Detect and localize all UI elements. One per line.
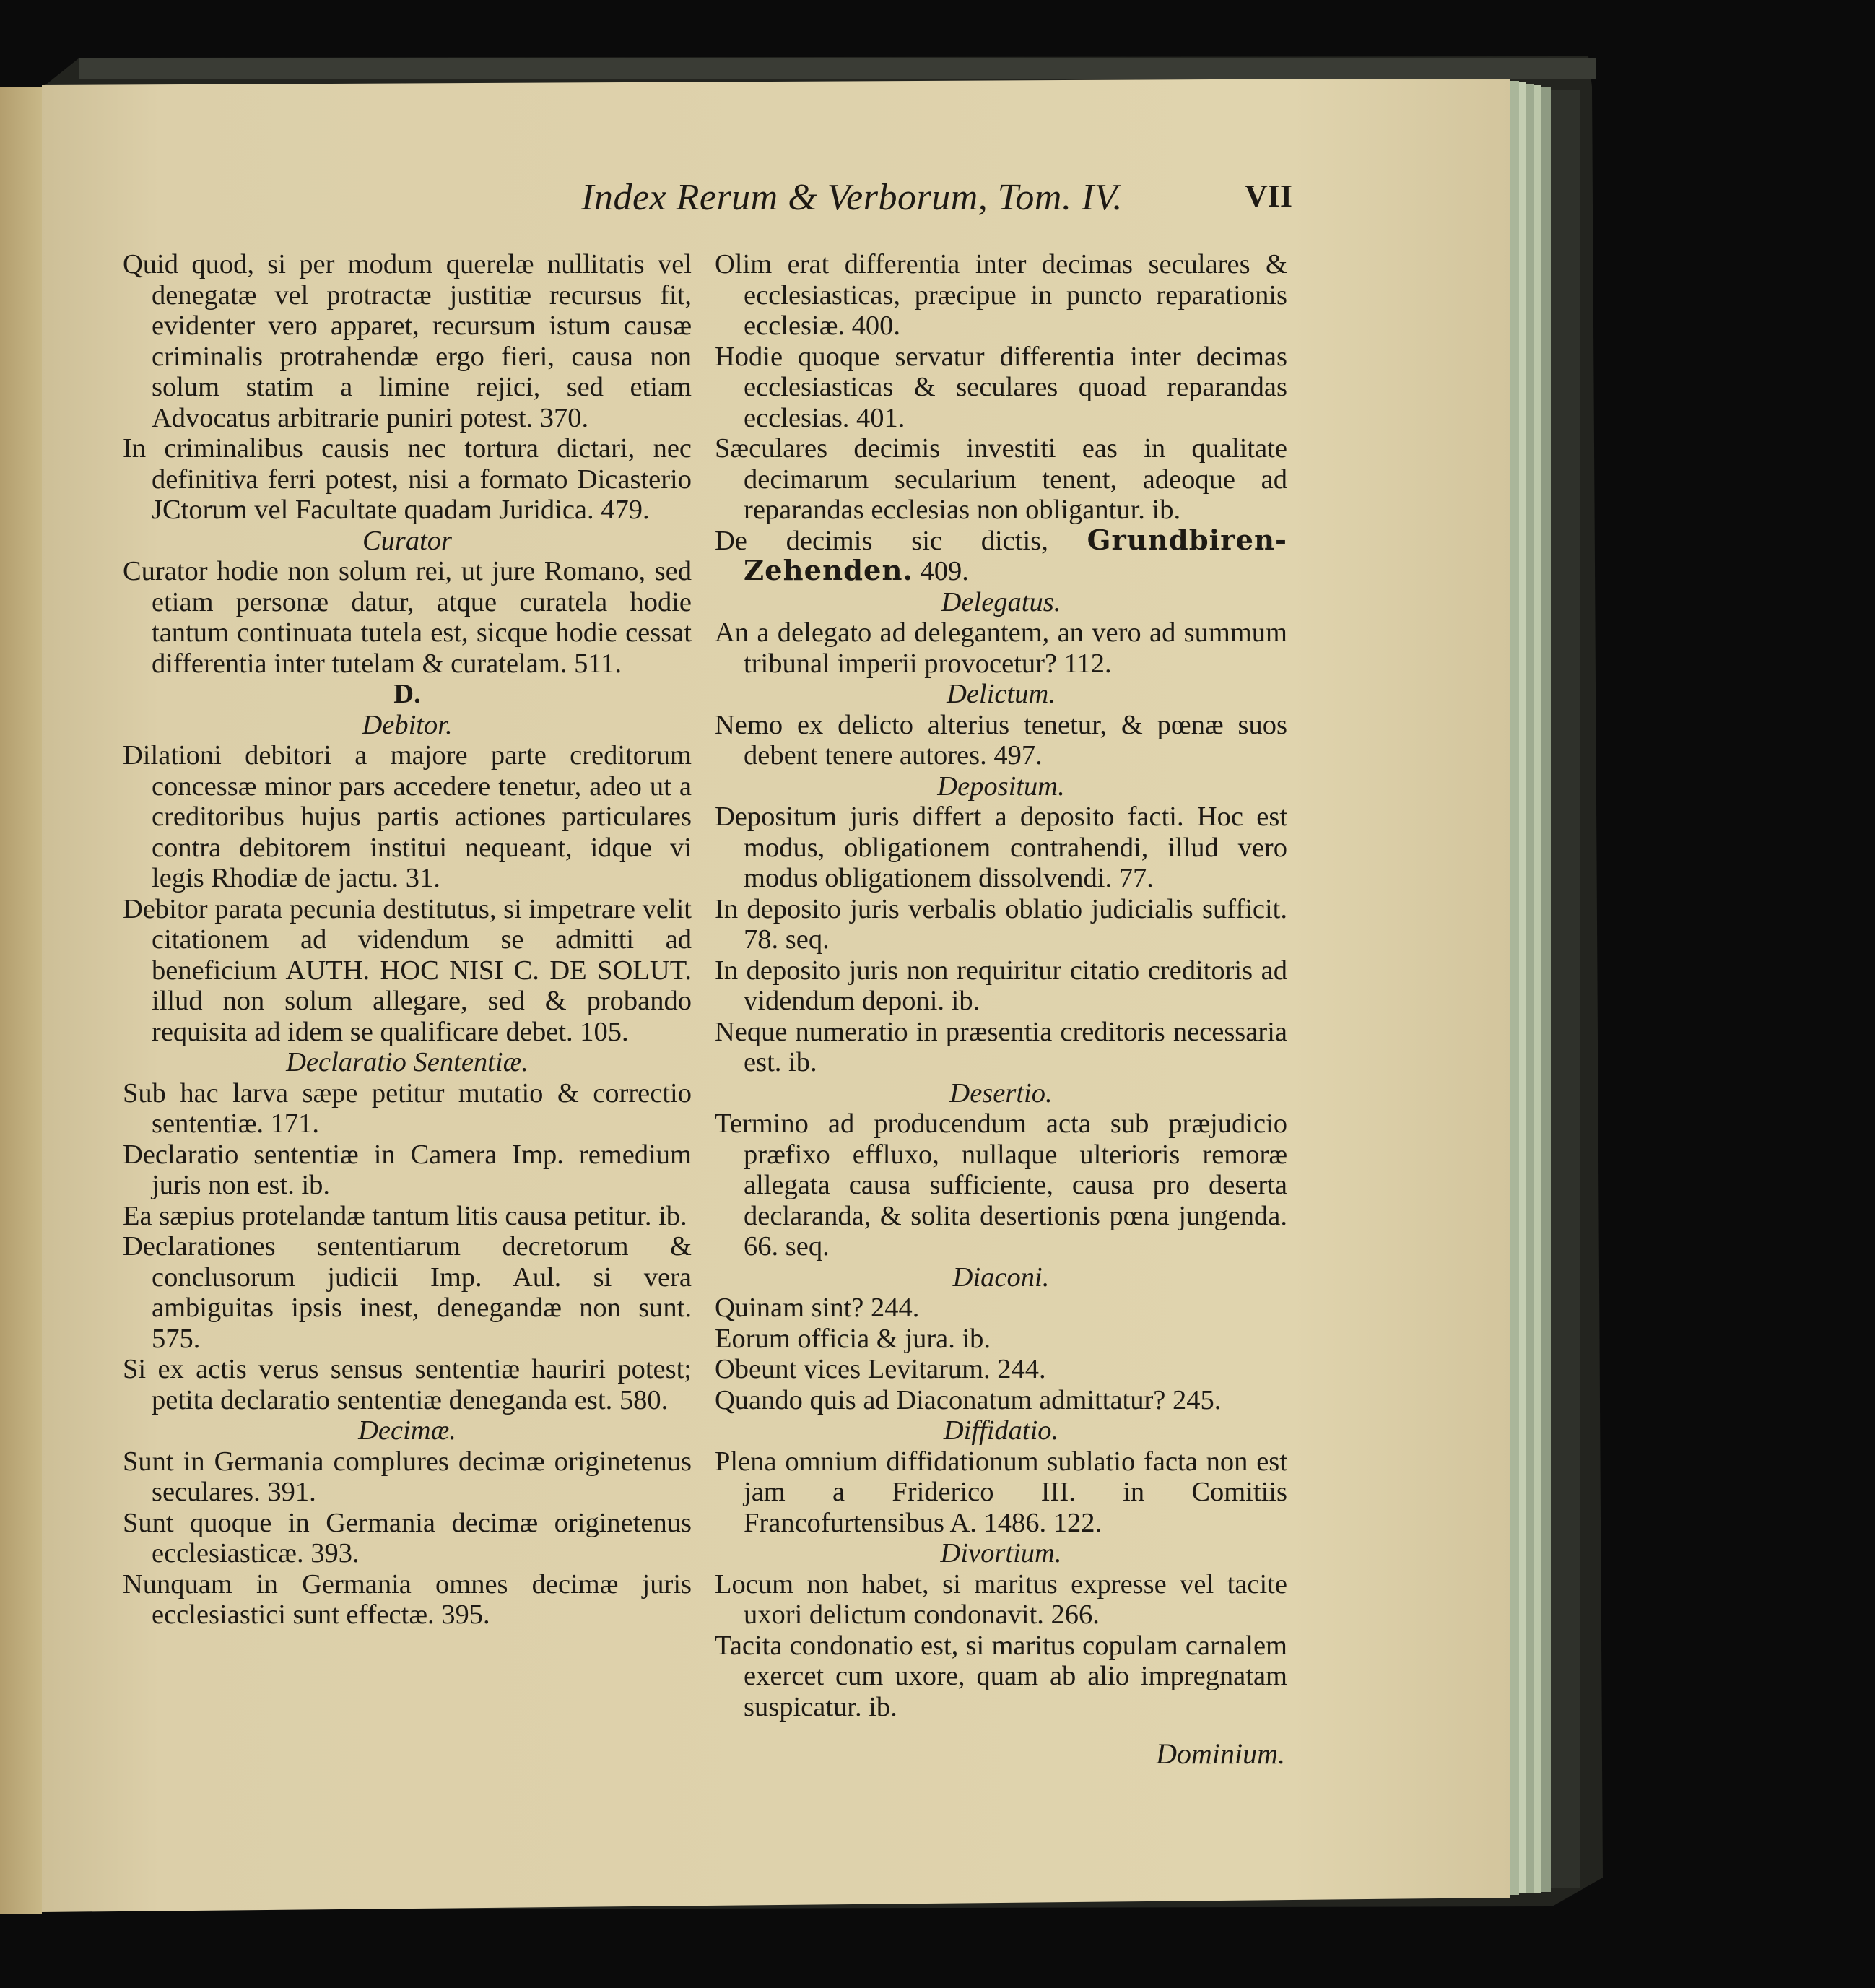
index-heading: Divortium. [940,1538,1062,1568]
entry-text: De decimis sic dictis, [715,525,1087,556]
running-head: Index Rerum & Verborum, Tom. IV. [581,177,1123,218]
catchword: Dominium. [1156,1737,1285,1770]
index-heading: Debitor. [362,709,453,740]
index-heading: Diaconi. [952,1262,1050,1293]
index-entry: An a delegato ad delegantem, an vero ad summum tribunal imperii provocetur? 112. [715,617,1287,679]
index-entry: Termino ad producendum acta sub præjudicio præfixo effluxo, nullaque ulterioris remoræ allegata causa sufficiente, causa pro deserta declaranda, & solita desertionis pœna jungenda. 66. seq. [715,1108,1287,1262]
index-entry: Sæculares decimis investiti eas in qualitate decimarum secularium tenent, adeoque ad reparandas ecclesias non obligantur. ib. [715,433,1287,525]
index-entry: Plena omnium diffidationum sublatio facta non est jam a Friderico III. in Comitiis Francofurtensibus A. 1486. 122. [715,1446,1287,1538]
index-entry: Curator hodie non solum rei, ut jure Romano, sed etiam personæ datur, atque curatela hodie tantum continuata tutela est, sicque hodie cessat differentia inter tutelam & curatelam. 511. [123,556,692,679]
index-heading: Delegatus. [941,586,1061,617]
index-entry: Hodie quoque servatur differentia inter decimas ecclesiasticas & seculares quoad reparandas ecclesias. 401. [715,341,1287,433]
index-entry: In deposito juris non requiritur citatio creditoris ad videndum deponi. ib. [715,955,1287,1016]
index-heading: Curator [362,525,453,556]
index-heading: Delictum. [947,679,1056,709]
index-entry: Locum non habet, si maritus expresse vel tacite uxori delictum condonavit. 266. [715,1568,1287,1630]
blackletter-term: Grundbiren-Zehenden. [744,524,1287,587]
entry-reference: 409. [913,556,969,586]
index-entry: In criminalibus causis nec tortura dictari, nec definitiva ferri potest, nisi a formato Dicasterio JCtorum vel Facultate quadam Juridica. 479. [123,433,692,525]
index-entry: Si ex actis verus sensus sententiæ hauriri potest; petita declaratio sententiæ deneganda est. 580. [123,1354,692,1415]
index-entry: Quando quis ad Diaconatum admittatur? 245. [715,1384,1222,1415]
index-heading: Decimæ. [358,1415,456,1446]
index-entry [715,526,1287,587]
index-entry: Nunquam in Germania omnes decimæ juris ecclesiastici sunt effectæ. 395. [123,1568,692,1630]
index-heading: Diffidatio. [943,1415,1059,1446]
index-entry: Dilationi debitori a majore parte creditorum concessæ minor pars accedere tenetur, adeo ut a creditoribus hujus partis actiones particulares contra debitorem institui nequeant, idque vi legis Rhodiæ de jactu. 31. [123,740,692,893]
index-entry: Debitor parata pecunia destitutus, si impetrare velit citationem ad videndum se admitti ad beneficium AUTH. HOC NISI C. DE SOLUT. illud non solum allegare, sed & probando requisita ad idem se qualificare debet. 105. [123,893,692,1047]
index-heading: Declaratio Sententiæ. [286,1047,528,1077]
index-entry: Depositum juris differt a deposito facti. Hoc est modus, obligationem contrahendi, illud vero modus obligationem dissolvendi. 77. [715,802,1287,893]
index-entry: Declaratio sententiæ in Camera Imp. remedium juris non est. ib. [123,1139,692,1200]
index-heading: Desertio. [949,1077,1053,1108]
index-entry: Eorum officia & jura. ib. [715,1323,991,1354]
right-column [715,249,1287,1722]
index-entry: Olim erat differentia inter decimas seculares & ecclesiasticas, præcipue in puncto reparationis ecclesiæ. 400. [715,249,1287,341]
index-entry: Nemo ex delicto alterius tenetur, & pœnæ suos debent tenere autores. 497. [715,709,1287,771]
section-letter: D. [393,679,421,709]
index-entry: Tacita condonatio est, si maritus copulam carnalem exercet cum uxore, quam ab alio impregnatam suspicatur. ib. [715,1630,1287,1722]
index-entry: Ea sæpius protelandæ tantum litis causa petitur. ib. [123,1200,687,1231]
index-entry: Obeunt vices Levitarum. 244. [715,1354,1046,1384]
index-entry: Quinam sint? 244. [715,1293,920,1323]
index-entry: Neque numeratio in præsentia creditoris necessaria est. ib. [715,1016,1287,1077]
index-entry: Declarationes sententiarum decretorum & conclusorum judicii Imp. Aul. si vera ambiguitas ipsis inest, denegandæ non sunt. 575. [123,1231,692,1354]
page-number: VII [1244,178,1292,214]
index-entry: Sunt quoque in Germania decimæ originetenus ecclesiasticæ. 393. [123,1507,692,1568]
left-column [123,249,692,1631]
index-entry: Sunt in Germania complures decimæ originetenus seculares. 391. [123,1446,692,1507]
index-entry: In deposito juris verbalis oblatio judicialis sufficit. 78. seq. [715,893,1287,955]
index-heading: Depositum. [937,771,1065,802]
index-entry: Quid quod, si per modum querelæ nullitatis vel denegatæ vel protractæ justitiæ recursus fit, evidenter vero apparet, recursum istum causæ criminalis protrahendæ ergo fieri, causa non solum statim a limine rejici, sed etiam Advocatus arbitrarie puniri potest. 370. [123,249,692,433]
index-entry: Sub hac larva sæpe petitur mutatio & correctio sententiæ. 171. [123,1077,692,1139]
